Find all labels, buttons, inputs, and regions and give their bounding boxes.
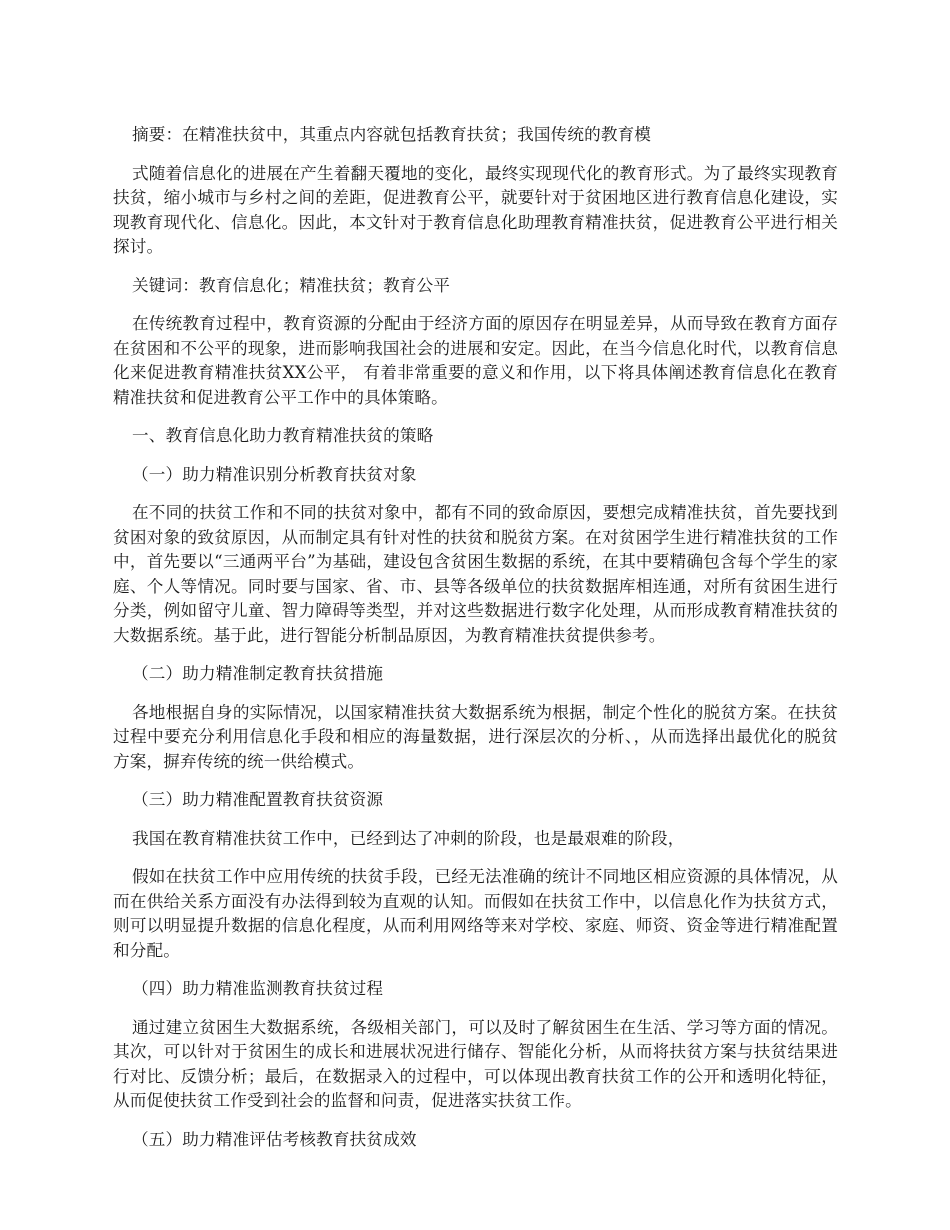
subsection-3-title: （三）助力精准配置教育扶贫资源 bbox=[132, 790, 384, 809]
subsection-3-body-1: 我国在教育精准扶贫工作中，已经到达了冲刺的阶段，也是最艰难的阶段， bbox=[132, 828, 685, 848]
section-1-title: 一、教育信息化助力教育精准扶贫的策略 bbox=[132, 426, 434, 445]
subsection-2-body: 各地根据自身的实际情况，以国家精准扶贫大数据系统为根据，制定个性化的脱贫方案。在扶贫过程中要充分利用信息化手段和相应的海量数据，进行深层次的分析、，从而选择出最优化的脱贫方案，摒弃传统的统一供给模式。 bbox=[113, 702, 838, 771]
subsection-1-body: 在不同的扶贫工作和不同的扶贫对象中，都有不同的致命原因，要想完成精准扶贫，首先要找到贫困对象的致贫原因，从而制定具有针对性的扶贫和脱贫方案。在对贫困学生进行精准扶贫的工作中，首先要以“三通两平台”为基础，建设包含贫困生数据的系统，在其中要精确包含每个学生的家庭、个人等情况。同时要与国家、省、市、县等各级单位的扶贫数据库相连通，对所有贫困生进行分类，例如留守儿童、智力障碍等类型，并对这些数据进行数字化处理，从而形成教育精准扶贫的大数据系统。基于此，进行智能分析制品原因，为教育精准扶贫提供参考。 bbox=[113, 503, 838, 645]
keywords: 关键词：教育信息化；精准扶贫；教育公平 bbox=[132, 275, 451, 295]
subsection-4-title: （四）助力精准监测教育扶贫过程 bbox=[132, 979, 384, 998]
abstract-paragraph: 式随着信息化的进展在产生着翻天覆地的变化，最终实现现代化的教育形式。为了最终实现教育扶贫，缩小城市与乡村之间的差距，促进教育公平，就要针对于贫困地区进行教育信息化建设，实现教育现代化、信息化。因此，本文针对于教育信息化助理教育精准扶贫，促进教育公平进行相关探讨。 bbox=[113, 163, 838, 256]
document-body bbox=[113, 123, 838, 1166]
subsection-5-title: （五）助力精准评估考核教育扶贫成效 bbox=[132, 1129, 417, 1149]
intro-paragraph: 在传统教育过程中，教育资源的分配由于经济方面的原因存在明显差异，从而导致在教育方面存在贫困和不公平的现象，进而影响我国社会的进展和安定。因此，在当今信息化时代，以教育信息化来促进教育精准扶贫XX公平， 有着非常重要的意义和作用，以下将具体阐述教育信息化在教育精准扶贫和促进教育公平工作中的具体策略。 bbox=[113, 314, 838, 407]
subsection-4-body: 通过建立贫困生大数据系统，各级相关部门，可以及时了解贫困生在生活、学习等方面的情况。其次，可以针对于贫困生的成长和进展状况进行储存、智能化分析，从而将扶贫方案与扶贫结果进行对比、反馈分析；最后，在数据录入的过程中，可以体现出教育扶贫工作的公开和透明化特征，从而促使扶贫工作受到社会的监督和问责，促进落实扶贫工作。 bbox=[113, 1017, 838, 1110]
subsection-2-title: （二）助力精准制定教育扶贫措施 bbox=[132, 664, 384, 683]
subsection-3-body-2: 假如在扶贫工作中应用传统的扶贫手段，已经无法准确的统计不同地区相应资源的具体情况，从而在供给关系方面没有办法得到较为直观的认知。而假如在扶贫工作中，以信息化作为扶贫方式，则可以明显提升数据的信息化程度，从而利用网络等来对学校、家庭、师资、资金等进行精准配置和分配。 bbox=[113, 867, 838, 960]
subsection-1-title: （一）助力精准识别分析教育扶贫对象 bbox=[132, 464, 417, 484]
abstract-line-1: 摘要：在精准扶贫中，其重点内容就包括教育扶贫；我国传统的教育模 bbox=[132, 125, 652, 144]
